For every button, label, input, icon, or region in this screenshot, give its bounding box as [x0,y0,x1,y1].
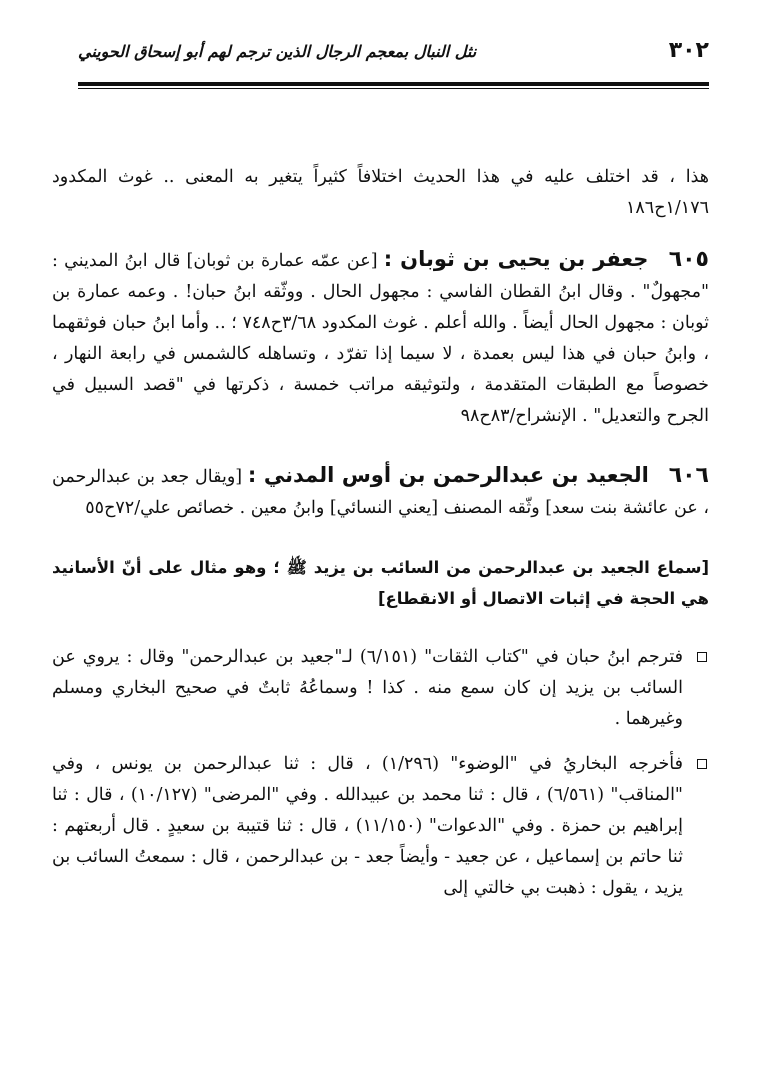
page-number: ٣٠٢ [668,38,709,63]
entry-number: ٦٠٦ [668,463,709,488]
bullet-item [52,642,709,735]
entry-name: جعفر بن يحيى بن ثوبان : [383,247,649,271]
entry-text: [عن عمّه عمارة بن ثوبان] قال ابنُ المديني : "مجهولٌ" . وقال ابنُ القطان الفاسي : مجهول الحال . ووثّقه ابنُ حبان! . وعمه عمارة بن ثوبان : مجهول الحال أيضاً . والله أعلم . غوث المكدود ٣/٦٨ح٧٤٨ ؛ .. وأما ابنُ حبان فوثقهما ، وابنُ حبان في هذا ليس بعمدة ، لا سيما إذا تفرّد ، وتساهله كالشمس في رابعة النهار ، خصوصاً مع الطبقات المتقدمة ، ولتوثيقه مراتب خمسة ، ذكرتها في "قصد السبيل في الجرح والتعديل" . الإنشراح/٨٣ح٩٨ [52,251,709,426]
section-heading: [سماع الجعيد بن عبدالرحمن من السائب بن يزيد ﷺ ؛ وهو مثال على أنّ الأسانيد هي الحجة في إثبات الاتصال أو الانقطاع] [52,558,709,608]
square-bullet-icon [697,652,707,662]
continuation-paragraph: هذا ، قد اختلف عليه في هذا الحديث اختلافاً كثيراً يتغير به المعنى .. غوث المكدود ١/١٧٦ح١٨٦ [52,167,709,218]
bullet-item [52,749,709,904]
entry-number: ٦٠٥ [668,247,709,272]
page-body [52,162,709,904]
entry-605 [52,244,709,432]
entry-name: الجعيد بن عبدالرحمن بن أوس المدني : [247,463,649,487]
page-header [78,38,709,82]
bullet-text: فترجم ابنُ حبان في "كتاب الثقات" (٦/١٥١) لـ"جعيد بن عبدالرحمن" وقال : يروي عن السائب بن يزيد إن كان سمع منه . كذا ! وسماعُهُ ثابتٌ في صحيح البخاري ومسلم وغيرهما . [52,647,683,729]
entry-text: [ويقال جعد بن عبدالرحمن ، عن عائشة بنت سعد] وثّقه المصنف [يعني النسائي] وابنُ معين . خصائص علي/٧٢ح٥٥ [52,467,709,518]
square-bullet-icon [697,759,707,769]
header-rule-thick [78,82,709,86]
header-rule-thin [78,88,709,89]
entry-606 [52,460,709,524]
header-row [78,38,709,63]
bullet-text: فأخرجه البخاريُ في "الوضوء" (١/٢٩٦) ، قال : ثنا عبدالرحمن بن يونس ، وفي "المناقب" (٦/٥٦١) ، قال : ثنا محمد بن عبيدالله . وفي "المرضى" (١٠/١٢٧) ، قال : ثنا إبراهيم بن حمزة . وفي "الدعوات" (١١/١٥٠) ، قال : ثنا قتيبة بن سعيدٍ . قال أربعتهم : ثنا حاتم بن إسماعيل ، عن جعيد - وأيضاً جعد - بن عبدالرحمن ، قال : سمعتُ السائب بن يزيد ، يقول : ذهبت بي خالتي إلى [52,754,684,898]
running-title: نثل النبال بمعجم الرجال الذين ترجم لهم أبو إسحاق الحويني [78,42,477,61]
